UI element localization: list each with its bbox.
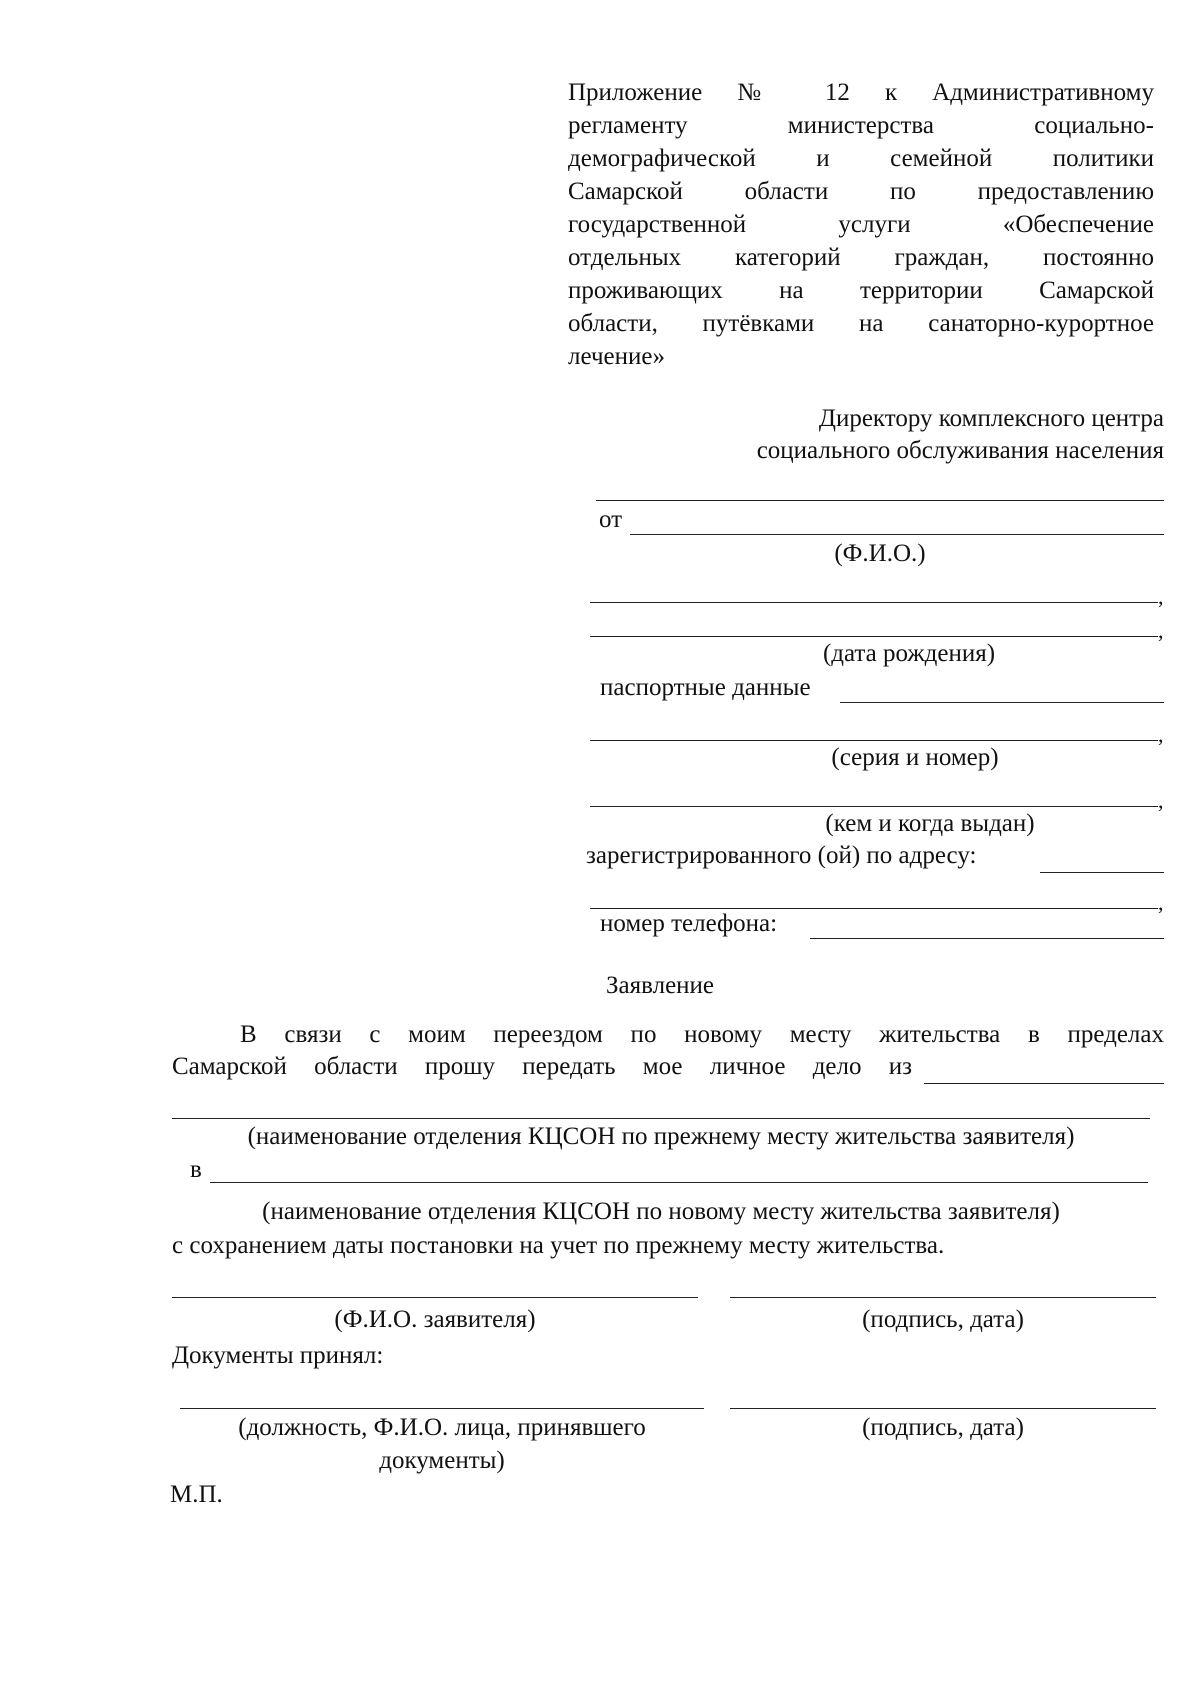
blank-line-addressee[interactable] xyxy=(596,500,1164,501)
appendix-line: проживающих на территории Самарской xyxy=(568,277,1154,304)
stamp-label: М.П. xyxy=(170,1481,223,1508)
statement-line-2: Самарской области прошу передать мое личное дело из xyxy=(172,1053,912,1080)
addressee-line-2: социального обслуживания населения xyxy=(756,437,1164,464)
series-number-field[interactable] xyxy=(590,740,1158,741)
statement-title: Заявление xyxy=(606,972,715,999)
birth-date-field[interactable] xyxy=(590,636,1158,637)
old-office-caption: (наименование отделения КЦСОН по прежнему месту жительства заявителя) xyxy=(247,1123,1075,1150)
applicant-name-field[interactable] xyxy=(172,1297,698,1298)
comma: , xyxy=(1158,788,1164,813)
statement-line-1: В связи с моим переездом по новому месту жительства в пределах xyxy=(240,1021,1164,1048)
appendix-line: регламенту министерства социально- xyxy=(568,112,1154,139)
signature-date-caption-2: (подпись, дата) xyxy=(862,1414,1024,1441)
passport-field[interactable] xyxy=(840,702,1164,703)
appendix-line: отдельных категорий граждан, постоянно xyxy=(568,244,1154,271)
phone-field[interactable] xyxy=(810,938,1164,939)
registered-label: зарегистрированного (ой) по адресу: xyxy=(586,842,977,869)
new-office-caption: (наименование отделения КЦСОН по новому месту жительства заявителя) xyxy=(262,1198,1060,1225)
statement-last-line: с сохранением даты постановки на учет по прежнему месту жительства. xyxy=(172,1232,945,1259)
accepted-label: Документы принял: xyxy=(172,1342,384,1369)
official-caption-line-2: документы) xyxy=(379,1447,505,1474)
appendix-line: демографической и семейной политики xyxy=(568,145,1154,172)
comma: , xyxy=(1158,722,1164,747)
birth-caption: (дата рождения) xyxy=(822,640,996,667)
applicant-caption: (Ф.И.О. заявителя) xyxy=(334,1306,536,1333)
comma: , xyxy=(1158,584,1164,609)
phone-label: номер телефона: xyxy=(600,910,778,937)
from-label: от xyxy=(599,506,623,533)
signature-date-caption: (подпись, дата) xyxy=(862,1306,1024,1333)
series-caption: (серия и номер) xyxy=(831,744,999,771)
old-office-field-continued[interactable] xyxy=(172,1118,1150,1119)
official-name-field[interactable] xyxy=(180,1408,704,1409)
address-field[interactable] xyxy=(1040,872,1164,873)
new-office-field[interactable] xyxy=(210,1182,1148,1183)
issued-caption: (кем и когда выдан) xyxy=(825,810,1035,837)
comma: , xyxy=(1158,618,1164,643)
official-signature-field[interactable] xyxy=(730,1408,1156,1409)
to-label: в xyxy=(190,1156,202,1183)
blank-line-1[interactable] xyxy=(590,602,1158,603)
appendix-line: Самарской области по предоставлению xyxy=(568,178,1154,205)
appendix-line: государственной услуги «Обеспечение xyxy=(568,211,1154,238)
comma: , xyxy=(1158,890,1164,915)
addressee-line-1: Директору комплексного центра xyxy=(818,405,1164,432)
appendix-line: области, путёвками на санаторно-курортное xyxy=(568,310,1154,337)
passport-label: паспортные данные xyxy=(600,674,811,701)
appendix-header xyxy=(568,76,1154,373)
official-caption-line-1: (должность, Ф.И.О. лица, принявшего xyxy=(238,1414,646,1441)
appendix-line: Приложение № 12 к Административному xyxy=(568,79,1154,106)
issued-by-field[interactable] xyxy=(590,806,1158,807)
appendix-line: лечение» xyxy=(568,343,665,370)
address-field-continued[interactable] xyxy=(590,908,1158,909)
old-office-field[interactable] xyxy=(924,1083,1164,1084)
fio-caption: (Ф.И.О.) xyxy=(834,540,926,567)
from-name-field[interactable] xyxy=(630,534,1164,535)
applicant-signature-field[interactable] xyxy=(730,1297,1156,1298)
